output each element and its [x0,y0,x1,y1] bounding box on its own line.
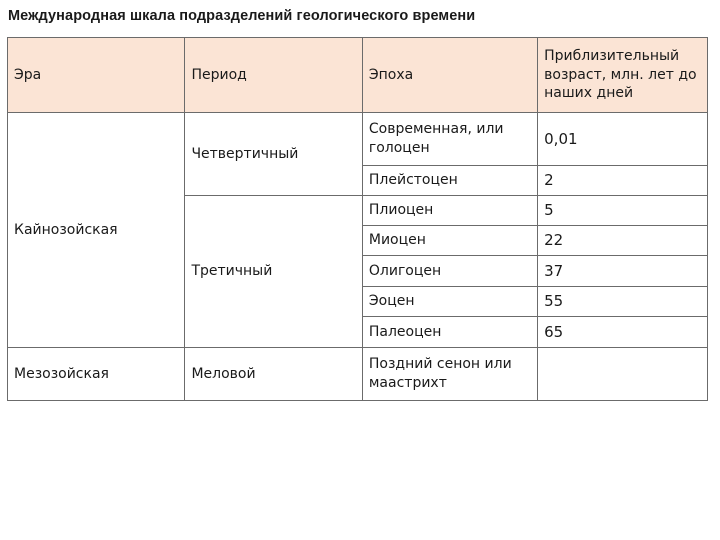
epoch-cell: Олигоцен [362,256,537,287]
table-header-row [8,38,708,113]
header-era: Эра [8,38,185,113]
epoch-cell: Современная, или голоцен [362,113,537,166]
page-title: Международная шкала подразделений геологического времени [8,8,476,24]
age-cell: 22 [538,226,708,256]
age-cell: 55 [538,287,708,317]
table-row [8,348,708,401]
age-cell: 0,01 [538,113,708,166]
epoch-cell: Миоцен [362,226,537,256]
epoch-cell: Плиоцен [362,196,537,226]
age-cell: 5 [538,196,708,226]
age-cell: 2 [538,166,708,196]
age-cell: 37 [538,256,708,287]
geologic-time-table [7,37,708,401]
period-tertiary: Третичный [185,196,362,348]
epoch-cell: Эоцен [362,287,537,317]
age-cell: 65 [538,317,708,348]
header-period: Период [185,38,362,113]
epoch-cell: Поздний сенон или маастрихт [362,348,537,401]
header-epoch: Эпоха [362,38,537,113]
period-cretaceous: Меловой [185,348,362,401]
table-row [8,113,708,166]
era-mesozoic: Мезозойская [8,348,185,401]
epoch-cell: Палеоцен [362,317,537,348]
age-cell [538,348,708,401]
epoch-cell: Плейстоцен [362,166,537,196]
period-quaternary: Четвертичный [185,113,362,196]
era-cenozoic: Кайнозойская [8,113,185,348]
header-age: Приблизительный возраст, млн. лет до наших дней [538,38,708,113]
